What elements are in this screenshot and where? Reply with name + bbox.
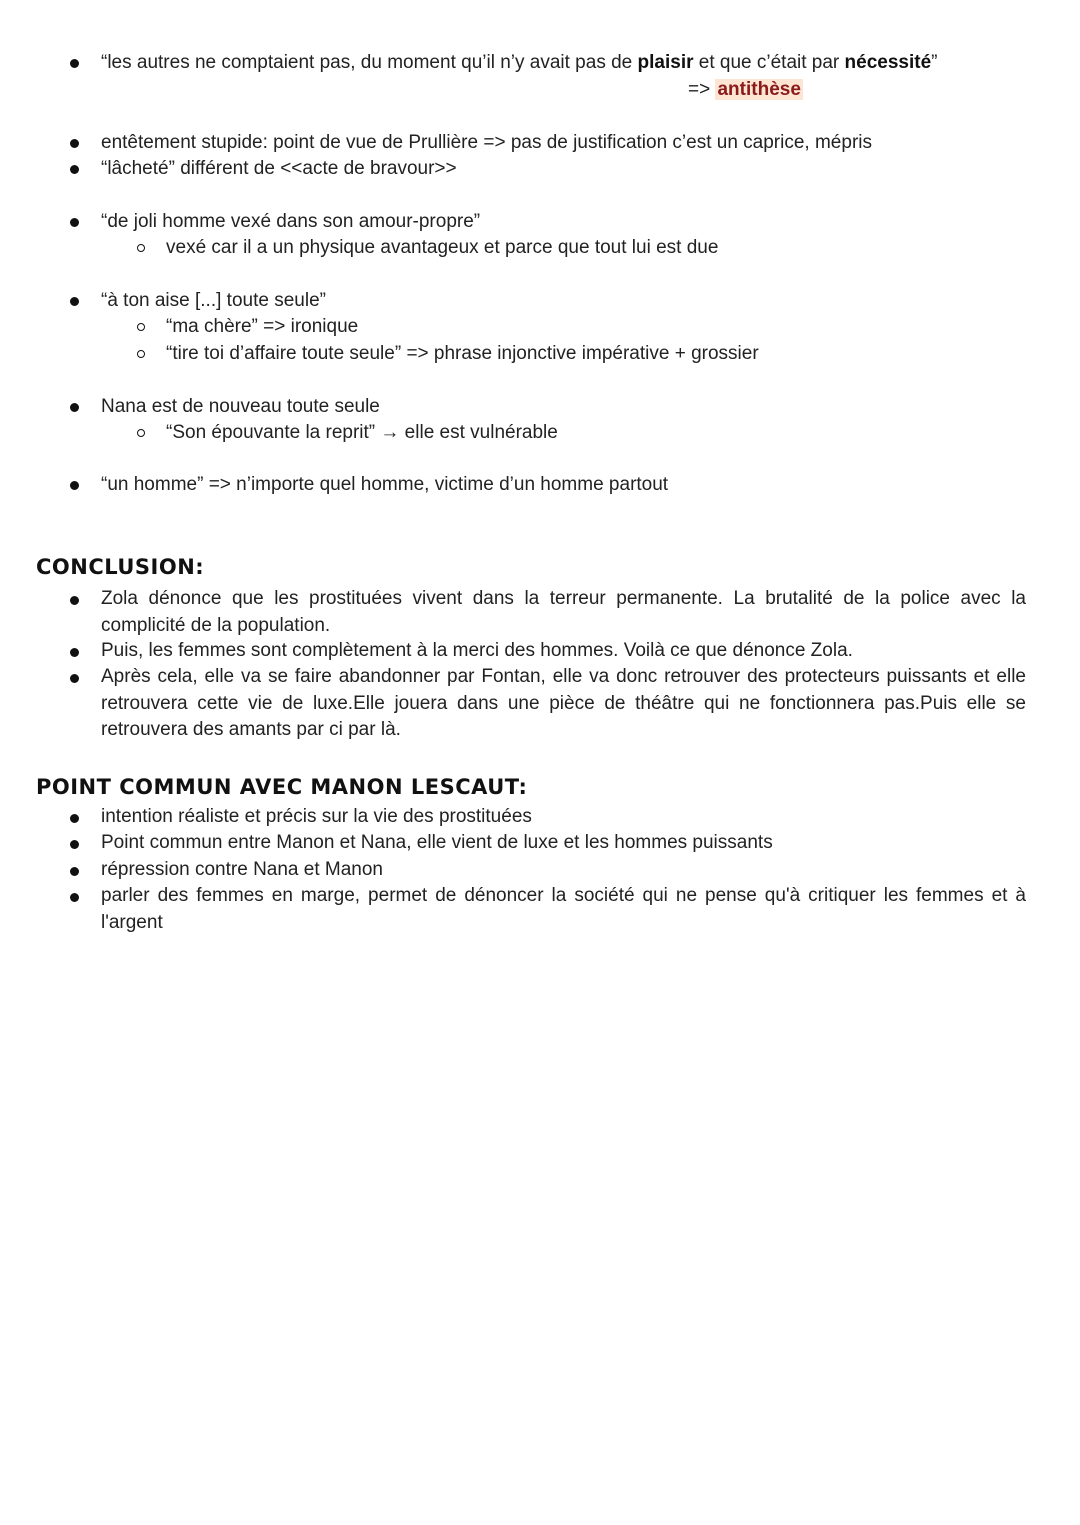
bullet-icon bbox=[70, 403, 79, 412]
conclusion-paragraph: Après cela, elle va se faire abandonner par Fontan, elle va donc retrouver des protecteurs puissants et elle retrouvera cette vie de luxe.Elle jouera dans une pièce de théâtre qui ne fonctionnera pas.Puis elle se retrouvera des amants par ci par là. bbox=[101, 666, 1026, 740]
list-item: entêtement stupide: point de vue de Prullière => pas de justification c’est un caprice, mépris bbox=[101, 132, 872, 153]
conclusion-paragraph: Zola dénonce que les prostituées vivent dans la terreur permanente. La brutalité de la police avec la complicité de la population. bbox=[101, 588, 1026, 636]
bullet-icon bbox=[70, 648, 79, 657]
sub-list-item: “ma chère” => ironique bbox=[166, 316, 359, 337]
bullet-icon bbox=[70, 893, 79, 902]
point-commun-item: parler des femmes en marge, permet de dénoncer la société qui ne pense qu'à critiquer les femmes et à l'argent bbox=[101, 885, 1026, 933]
sub-bullet-icon bbox=[137, 323, 145, 331]
sub-bullet-icon bbox=[137, 244, 145, 252]
sub-list-item: “tire toi d’affaire toute seule” => phrase injonctive impérative + grossier bbox=[166, 343, 759, 364]
quote-text-middle: et que c’était par bbox=[693, 52, 845, 73]
bullet-icon bbox=[70, 596, 79, 605]
bullet-icon bbox=[70, 139, 79, 148]
sub-list-item: “Son épouvante la reprit” → elle est vulnérable bbox=[166, 422, 558, 443]
list-item: “un homme” => n’importe quel homme, victime d’un homme partout bbox=[101, 474, 669, 495]
list-item: “de joli homme vexé dans son amour-propre” bbox=[101, 211, 481, 232]
bullet-icon bbox=[70, 165, 79, 174]
bold-word-plaisir: plaisir bbox=[637, 52, 694, 73]
list-item: “à ton aise [...] toute seule” bbox=[101, 290, 326, 311]
section-heading-point-commun: POINT COMMUN AVEC MANON LESCAUT: bbox=[36, 775, 528, 799]
conclusion-paragraph: Puis, les femmes sont complètement à la merci des hommes. Voilà ce que dénonce Zola. bbox=[101, 640, 853, 661]
quote-line bbox=[101, 50, 938, 76]
bullet-icon bbox=[70, 867, 79, 876]
arrow-text: => bbox=[688, 79, 716, 100]
bullet-icon bbox=[70, 297, 79, 306]
section-heading-conclusion: CONCLUSION: bbox=[36, 555, 205, 579]
bullet-icon bbox=[70, 840, 79, 849]
bullet-icon bbox=[70, 218, 79, 227]
point-commun-item: Point commun entre Manon et Nana, elle vient de luxe et les hommes puissants bbox=[101, 832, 773, 853]
sub-list-item: vexé car il a un physique avantageux et parce que tout lui est due bbox=[166, 237, 719, 258]
point-commun-item: intention réaliste et précis sur la vie des prostituées bbox=[101, 806, 532, 827]
highlighted-term: antithèse bbox=[717, 79, 801, 100]
list-item: Nana est de nouveau toute seule bbox=[101, 396, 380, 417]
bullet-icon bbox=[70, 481, 79, 490]
point-commun-item: répression contre Nana et Manon bbox=[101, 859, 383, 880]
quote-text-end: ” bbox=[931, 52, 938, 73]
bullet-icon bbox=[70, 814, 79, 823]
sub-bullet-icon bbox=[137, 350, 145, 358]
bullet-icon bbox=[70, 59, 79, 68]
sub-bullet-icon bbox=[137, 429, 145, 437]
quote-text-start: “les autres ne comptaient pas, du moment qu’il n’y avait pas de bbox=[101, 52, 638, 73]
figure-line bbox=[688, 77, 803, 103]
list-item: “lâcheté” différent de <<acte de bravour>> bbox=[101, 158, 457, 179]
bullet-icon bbox=[70, 674, 79, 683]
bold-word-necessite: nécessité bbox=[844, 52, 932, 73]
